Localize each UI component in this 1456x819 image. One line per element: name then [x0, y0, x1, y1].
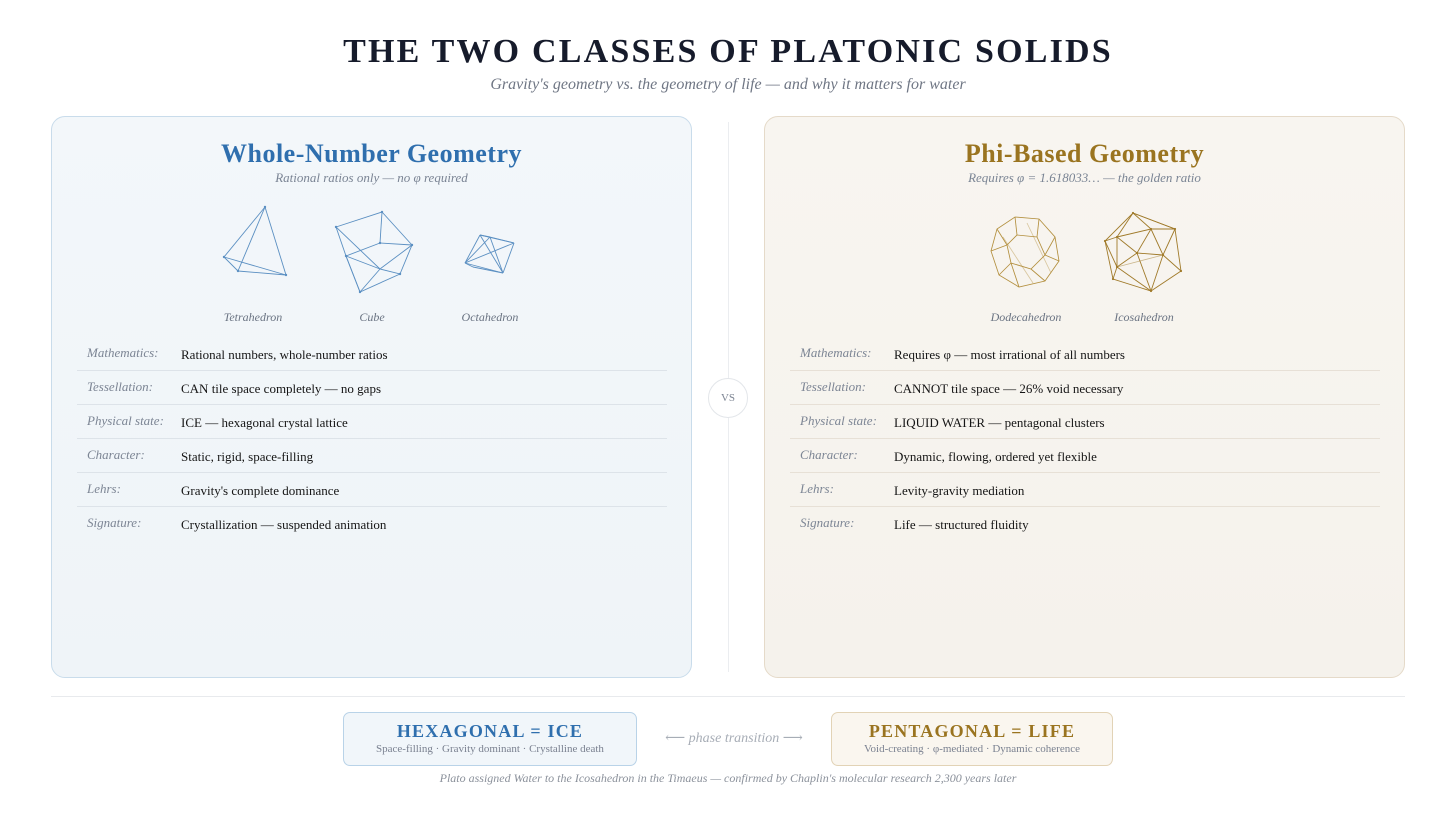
property-row: [790, 473, 1380, 507]
page-subtitle: Gravity's geometry vs. the geometry of life — and why it matters for water: [490, 76, 966, 93]
solid-label: Cube: [359, 310, 385, 324]
footer-divider: [51, 696, 1405, 697]
ice-badge-title: HEXAGONAL = ICE: [396, 721, 584, 741]
property-row: [790, 371, 1380, 405]
property-row: [790, 405, 1380, 439]
property-row: [77, 439, 667, 473]
tetrahedron-icon: [220, 203, 292, 283]
ice-badge: [343, 712, 637, 766]
property-table: [77, 337, 667, 541]
property-key: Physical state:: [800, 413, 877, 428]
property-row: [790, 337, 1380, 371]
phi-based-panel: [764, 116, 1405, 678]
property-table: [790, 337, 1380, 541]
icosahedron-icon: [1103, 209, 1185, 295]
property-row: [77, 371, 667, 405]
property-value: CANNOT tile space — 26% void necessary: [894, 381, 1124, 396]
life-badge: [831, 712, 1113, 766]
property-key: Tessellation:: [800, 379, 866, 394]
property-key: Tessellation:: [87, 379, 153, 394]
solid-label: Dodecahedron: [990, 310, 1062, 324]
solid-label: Octahedron: [461, 310, 519, 324]
property-row: [790, 507, 1380, 541]
footnote: Plato assigned Water to the Icosahedron in the Timaeus — confirmed by Chaplin's molecular research 2,300 years later: [439, 771, 1017, 785]
property-value: Life — structured fluidity: [894, 517, 1029, 532]
property-value: Static, rigid, space-filling: [181, 449, 314, 464]
whole-number-panel: [51, 116, 692, 678]
property-key: Physical state:: [87, 413, 164, 428]
page-title: THE TWO CLASSES OF PLATONIC SOLIDS: [343, 33, 1113, 70]
property-value: LIQUID WATER — pentagonal clusters: [894, 415, 1105, 430]
life-badge-title: PENTAGONAL = LIFE: [868, 721, 1076, 741]
ice-badge-subtitle: Space-filling · Gravity dominant · Crystalline death: [376, 743, 604, 755]
property-key: Character:: [800, 447, 858, 462]
property-row: [77, 337, 667, 371]
solid-label: Icosahedron: [1114, 310, 1174, 324]
property-value: Levity-gravity mediation: [894, 483, 1025, 498]
property-key: Signature:: [87, 515, 142, 530]
property-value: Requires φ — most irrational of all numbers: [894, 347, 1125, 362]
property-key: Mathematics:: [87, 345, 159, 360]
property-value: Dynamic, flowing, ordered yet flexible: [894, 449, 1097, 464]
property-value: Gravity's complete dominance: [181, 483, 340, 498]
property-key: Signature:: [800, 515, 855, 530]
life-badge-subtitle: Void-creating · φ-mediated · Dynamic coherence: [864, 743, 1080, 755]
panel-subtitle: Requires φ = 1.618033… — the golden ratio: [968, 170, 1201, 185]
property-value: CAN tile space completely — no gaps: [181, 381, 382, 396]
property-key: Mathematics:: [800, 345, 872, 360]
cube-icon: [332, 203, 416, 297]
property-row: [77, 405, 667, 439]
property-key: Lehrs:: [87, 481, 121, 496]
property-row: [77, 473, 667, 507]
property-value: Rational numbers, whole-number ratios: [181, 347, 388, 362]
panel-subtitle: Rational ratios only — no φ required: [275, 170, 468, 185]
property-key: Lehrs:: [800, 481, 834, 496]
property-value: Crystallization — suspended animation: [181, 517, 387, 532]
panel-title: Phi-Based Geometry: [964, 139, 1205, 168]
property-row: [77, 507, 667, 541]
solid-label: Tetrahedron: [223, 310, 283, 324]
dodecahedron-icon: [987, 213, 1063, 291]
property-row: [790, 439, 1380, 473]
property-key: Character:: [87, 447, 145, 462]
panel-title: Whole-Number Geometry: [220, 139, 522, 168]
property-value: ICE — hexagonal crystal lattice: [181, 415, 348, 430]
phase-transition-label: ⟵ phase transition ⟶: [665, 731, 803, 746]
octahedron-icon: [462, 229, 518, 277]
vs-badge: VS: [708, 378, 748, 418]
